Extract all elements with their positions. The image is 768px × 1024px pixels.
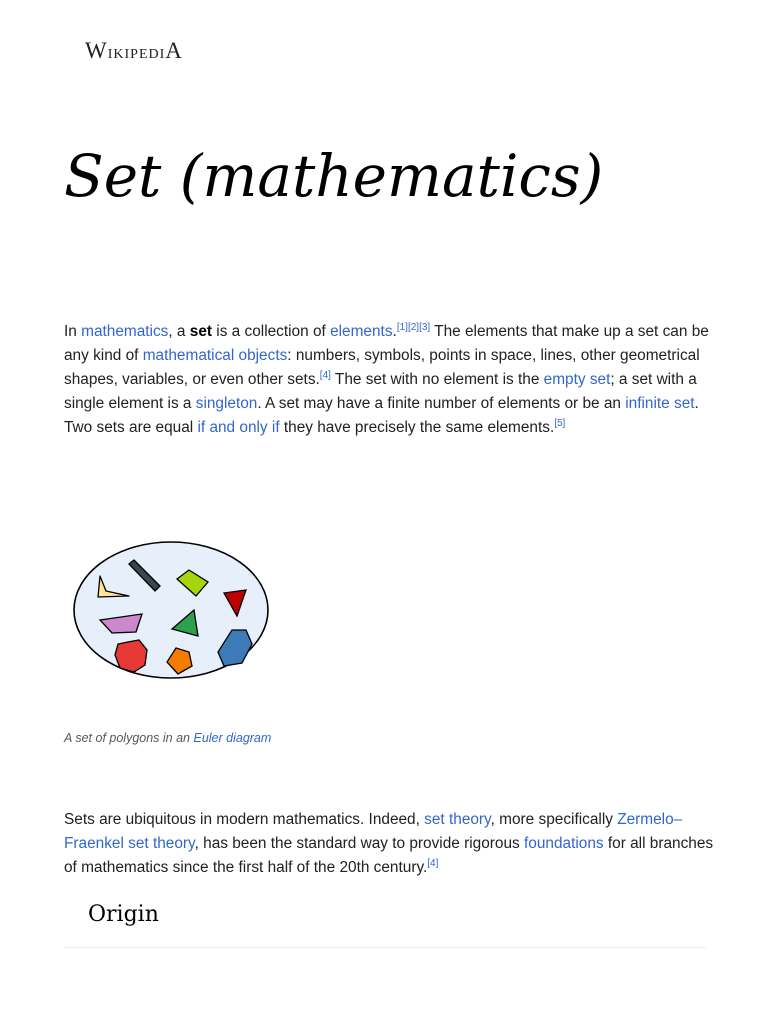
- ref-2[interactable]: [2]: [407, 322, 420, 333]
- ref-4-second[interactable]: [4]: [427, 858, 439, 869]
- link-mathematics[interactable]: mathematics: [81, 323, 169, 340]
- link-set-theory[interactable]: set theory: [424, 811, 491, 828]
- link-mathematical-objects[interactable]: mathematical objects: [142, 347, 288, 364]
- link-infinite-set[interactable]: infinite set: [625, 395, 695, 412]
- page-title: Set (mathematics): [64, 142, 604, 210]
- ref-3[interactable]: [3]: [419, 322, 431, 333]
- link-euler-diagram[interactable]: Euler diagram: [193, 731, 272, 745]
- bold-term-set: set: [189, 323, 213, 340]
- figure-caption: A set of polygons in an Euler diagram: [64, 731, 272, 745]
- section-heading-origin[interactable]: Origin: [88, 902, 159, 927]
- link-singleton[interactable]: singleton: [195, 395, 258, 412]
- shape-red-heptagon: [115, 640, 147, 672]
- link-elements[interactable]: elements: [330, 323, 393, 340]
- link-if-and-only-if[interactable]: if and only if: [197, 419, 280, 436]
- euler-diagram-image: [72, 540, 272, 680]
- ref-1[interactable]: [1]: [396, 322, 408, 333]
- link-empty-set[interactable]: empty set: [543, 371, 611, 388]
- wikipedia-logo[interactable]: [85, 38, 183, 64]
- ref-4[interactable]: [4]: [319, 370, 331, 381]
- logo-wordmark: WikipediA: [85, 38, 183, 63]
- intro-paragraph: In mathematics, a set is a collection of elements.[1][2][3] The elements that make up a set can be any kind of mathematical objects: numbers, symbols, points in space, lines, other geometrical shapes, variables, or even other sets.[4] The set with no element is the empty set; a set with a single element is a singleton. A set may have a finite number of elements or be an infinite set. Two sets are equal if and only if they have precisely the same elements.[5]: [64, 322, 709, 436]
- section-divider: [64, 947, 706, 948]
- euler-diagram-figure[interactable]: [72, 540, 272, 680]
- link-zermelo-fraenkel[interactable]: Zermelo–Fraenkel set theory: [64, 811, 683, 852]
- ubiquity-paragraph: Sets are ubiquitous in modern mathematics. Indeed, set theory, more specifically Zermelo–Fraenkel set theory, has been the standard way to provide rigorous foundations for all branches of mathematics since the first half of the 20th century.[4]: [64, 811, 714, 876]
- ref-5[interactable]: [5]: [554, 418, 566, 429]
- link-foundations[interactable]: foundations: [524, 835, 604, 852]
